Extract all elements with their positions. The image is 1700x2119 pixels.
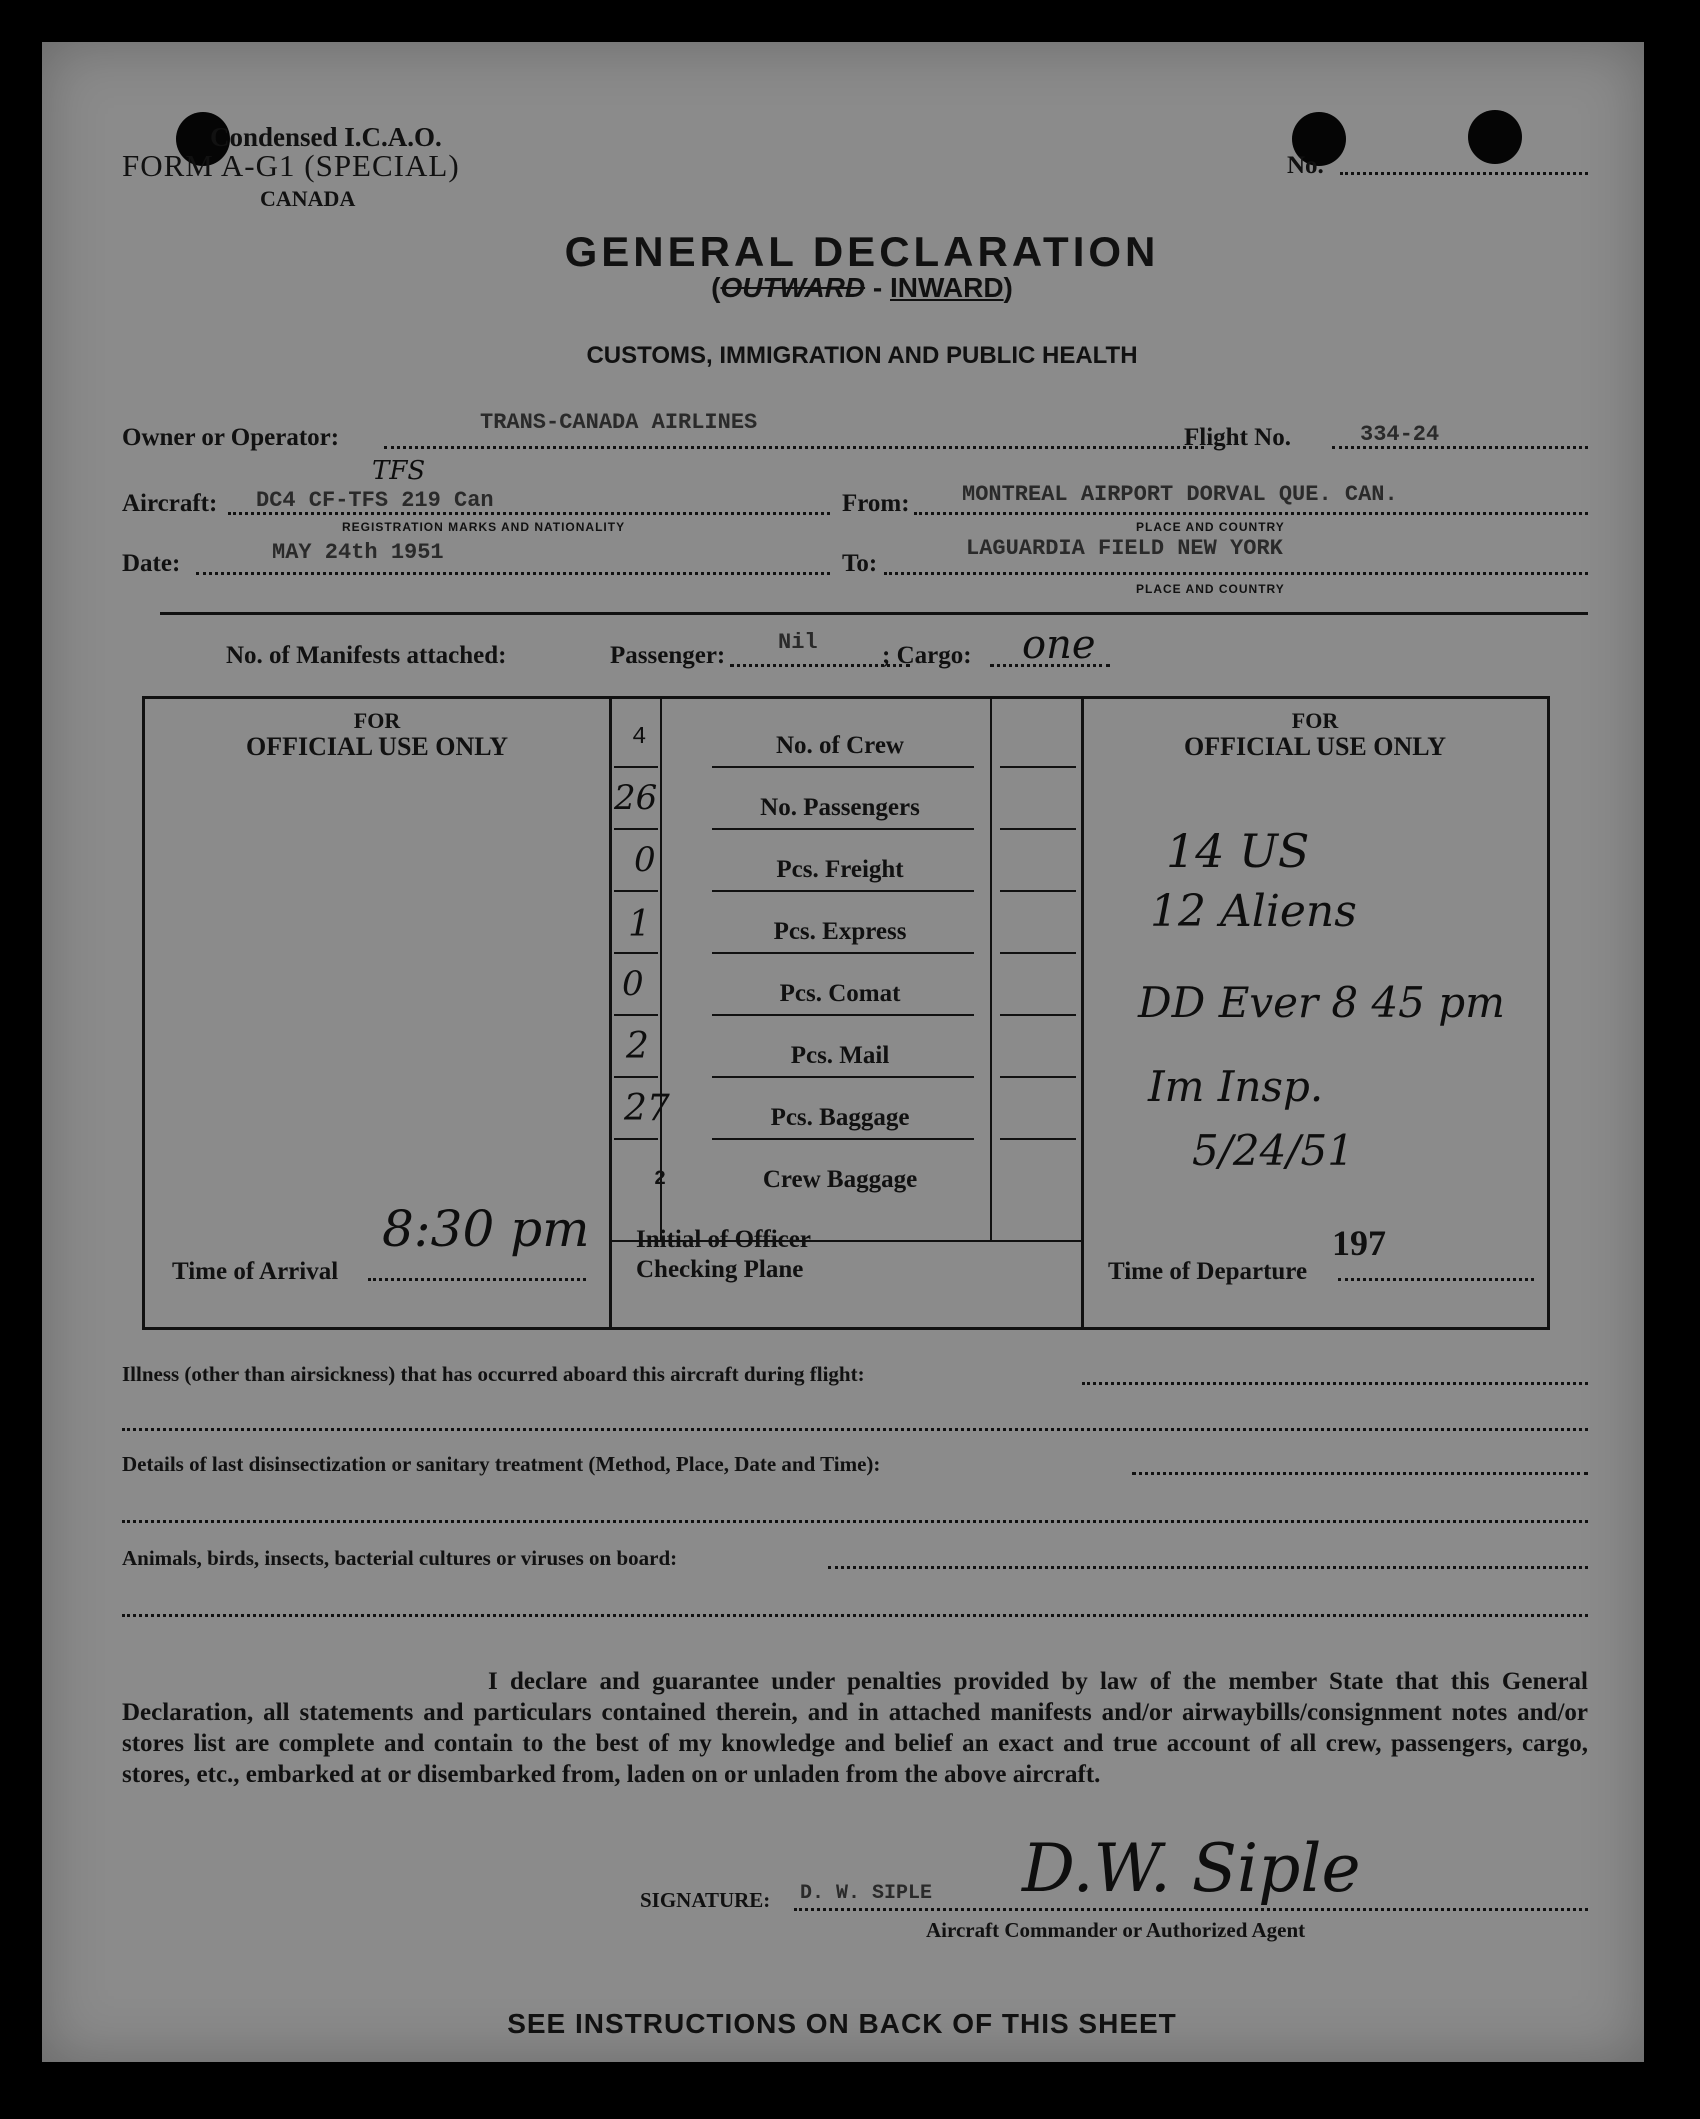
date-field	[196, 572, 830, 575]
official-note: 14 US	[1166, 824, 1310, 878]
date-label: Date:	[122, 550, 181, 577]
signature-handwritten: D.W. Siple	[1022, 1830, 1361, 1907]
aircraft-caption: REGISTRATION MARKS AND NATIONALITY	[342, 520, 626, 534]
official-note: 12 Aliens	[1150, 886, 1357, 937]
illness-label: Illness (other than airsickness) that has occurred aboard this aircraft during flight:	[122, 1362, 865, 1386]
animals-field-2	[122, 1614, 1588, 1617]
row-rule	[712, 1014, 974, 1016]
manifests-cargo-value: one	[1022, 622, 1096, 668]
aircraft-value: DC4 CF-TFS 219 Can	[256, 488, 494, 513]
count-value: 2	[626, 1026, 649, 1067]
document-title: GENERAL DECLARATION	[564, 228, 1160, 275]
count-value: 27	[624, 1088, 670, 1129]
row-rule	[712, 1138, 974, 1140]
manifests-label: No. of Manifests attached:	[226, 642, 507, 669]
to-field	[884, 572, 1588, 575]
arrival-value: 8:30 pm	[382, 1200, 590, 1258]
to-caption: PLACE AND COUNTRY	[1136, 582, 1285, 596]
from-value: MONTREAL AIRPORT DORVAL QUE. CAN.	[962, 482, 1398, 507]
to-label: To:	[842, 550, 878, 577]
header-divider	[160, 612, 1588, 615]
row-rule	[1000, 952, 1076, 954]
row-rule	[614, 828, 658, 830]
document-subtitle: CUSTOMS, IMMIGRATION AND PUBLIC HEALTH	[586, 342, 1138, 369]
date-value: MAY 24th 1951	[272, 540, 444, 565]
count-label: Pcs. Baggage	[770, 1104, 910, 1131]
row-rule	[614, 766, 658, 768]
row-rule	[712, 828, 974, 830]
row-rule	[712, 890, 974, 892]
signature-typed: D. W. SIPLE	[800, 1882, 933, 1905]
initial-label-1: Initial of Officer	[636, 1226, 811, 1253]
row-rule	[614, 1138, 658, 1140]
aircraft-correction: TFS	[372, 456, 426, 486]
inward-underlined: INWARD	[890, 272, 1004, 303]
row-rule	[614, 890, 658, 892]
count-label: Pcs. Comat	[779, 980, 901, 1007]
manifests-passenger-label: Passenger:	[610, 642, 726, 669]
official-right-for: FOR	[1291, 708, 1339, 733]
form-header-line1: Condensed I.C.A.O.	[210, 122, 442, 152]
disinsection-field	[1132, 1472, 1588, 1475]
illness-field	[1082, 1382, 1588, 1385]
animals-label: Animals, birds, insects, bacterial cultures or viruses on board:	[122, 1546, 678, 1570]
count-label: Pcs. Mail	[790, 1042, 890, 1069]
initial-label-2: Checking Plane	[636, 1256, 804, 1283]
animals-field	[828, 1566, 1588, 1569]
no-field	[1340, 172, 1588, 175]
table-col-count	[660, 696, 662, 1242]
departure-field	[1338, 1278, 1534, 1281]
row-rule	[614, 1014, 658, 1016]
table-col-extra	[990, 696, 992, 1242]
count-value: 0	[634, 840, 656, 880]
footer-instructions: SEE INSTRUCTIONS ON BACK OF THIS SHEET	[507, 2008, 1177, 2039]
official-left-title: OFFICIAL USE ONLY	[246, 732, 508, 761]
count-value: 1	[628, 904, 651, 945]
row-rule	[712, 1076, 974, 1078]
form-number: FORM A-G1 (SPECIAL)	[122, 148, 460, 183]
count-label: No. Passengers	[760, 794, 920, 821]
to-value: LAGUARDIA FIELD NEW YORK	[966, 536, 1283, 561]
direction-line: (OUTWARD - INWARD)	[711, 272, 1013, 303]
official-left-for: FOR	[353, 708, 401, 733]
manifests-passenger-value: Nil	[778, 630, 818, 655]
count-label: No. of Crew	[776, 732, 904, 759]
count-value: 0	[622, 964, 644, 1004]
table-divider-right	[1081, 696, 1084, 1330]
flight-value: 334-24	[1360, 422, 1440, 447]
row-rule	[1000, 766, 1076, 768]
signature-label: SIGNATURE:	[640, 1888, 771, 1912]
count-label: Pcs. Freight	[776, 856, 904, 883]
signer-caption: Aircraft Commander or Authorized Agent	[926, 1918, 1306, 1942]
arrival-field	[368, 1278, 586, 1281]
row-rule	[614, 1076, 658, 1078]
manifests-cargo-label: ; Cargo:	[882, 642, 972, 669]
row-rule	[614, 952, 658, 954]
from-caption: PLACE AND COUNTRY	[1136, 520, 1285, 534]
row-rule	[1000, 890, 1076, 892]
signature-field	[794, 1908, 1588, 1911]
punch-hole	[1468, 110, 1522, 164]
from-field	[914, 512, 1588, 515]
arrival-label: Time of Arrival	[172, 1258, 339, 1285]
row-rule	[1000, 1138, 1076, 1140]
row-rule	[712, 766, 974, 768]
flight-label: Flight No.	[1184, 424, 1291, 451]
departure-label: Time of Departure	[1108, 1258, 1308, 1285]
owner-label: Owner or Operator:	[122, 424, 340, 451]
from-label: From:	[842, 490, 910, 517]
declaration-text: I declare and guarantee under penalties provided by law of the member State that this General Declaration, all statements and particulars contained therein, and in attached manifests and/or airwaybills/consignment notes and/or stores list are complete and contain to the best of my knowledge and belief an exact and true account of all crew, passengers, cargo, stores, etc., embarked at or disembarked from, laden on or unladen from the above aircraft.	[122, 1668, 1588, 1788]
row-rule	[712, 952, 974, 954]
count-value: 2	[654, 1168, 667, 1191]
departure-value: 197	[1332, 1223, 1386, 1263]
official-note: Im Insp.	[1148, 1062, 1324, 1111]
row-rule	[1000, 1014, 1076, 1016]
outward-struck: OUTWARD	[720, 272, 866, 303]
official-right-title: OFFICIAL USE ONLY	[1184, 732, 1446, 761]
disinsection-label: Details of last disinsectization or sanitary treatment (Method, Place, Date and Time):	[122, 1452, 881, 1476]
count-label: Pcs. Express	[773, 918, 907, 945]
table-divider-left	[609, 696, 612, 1330]
count-value: 26	[614, 778, 658, 818]
owner-value: TRANS-CANADA AIRLINES	[480, 410, 758, 435]
row-rule	[1000, 1076, 1076, 1078]
owner-field	[384, 446, 1204, 449]
count-label: Crew Baggage	[762, 1166, 918, 1193]
form-country: CANADA	[260, 186, 356, 211]
official-note: DD Ever 8 45 pm	[1138, 978, 1505, 1027]
disinsection-field-2	[122, 1520, 1588, 1523]
row-rule	[1000, 828, 1076, 830]
no-label: No.	[1287, 152, 1324, 179]
document-sheet	[42, 42, 1644, 2062]
count-value: 4	[632, 724, 647, 751]
illness-field-2	[122, 1428, 1588, 1431]
aircraft-label: Aircraft:	[122, 490, 218, 517]
official-note: 5/24/51	[1192, 1126, 1354, 1175]
